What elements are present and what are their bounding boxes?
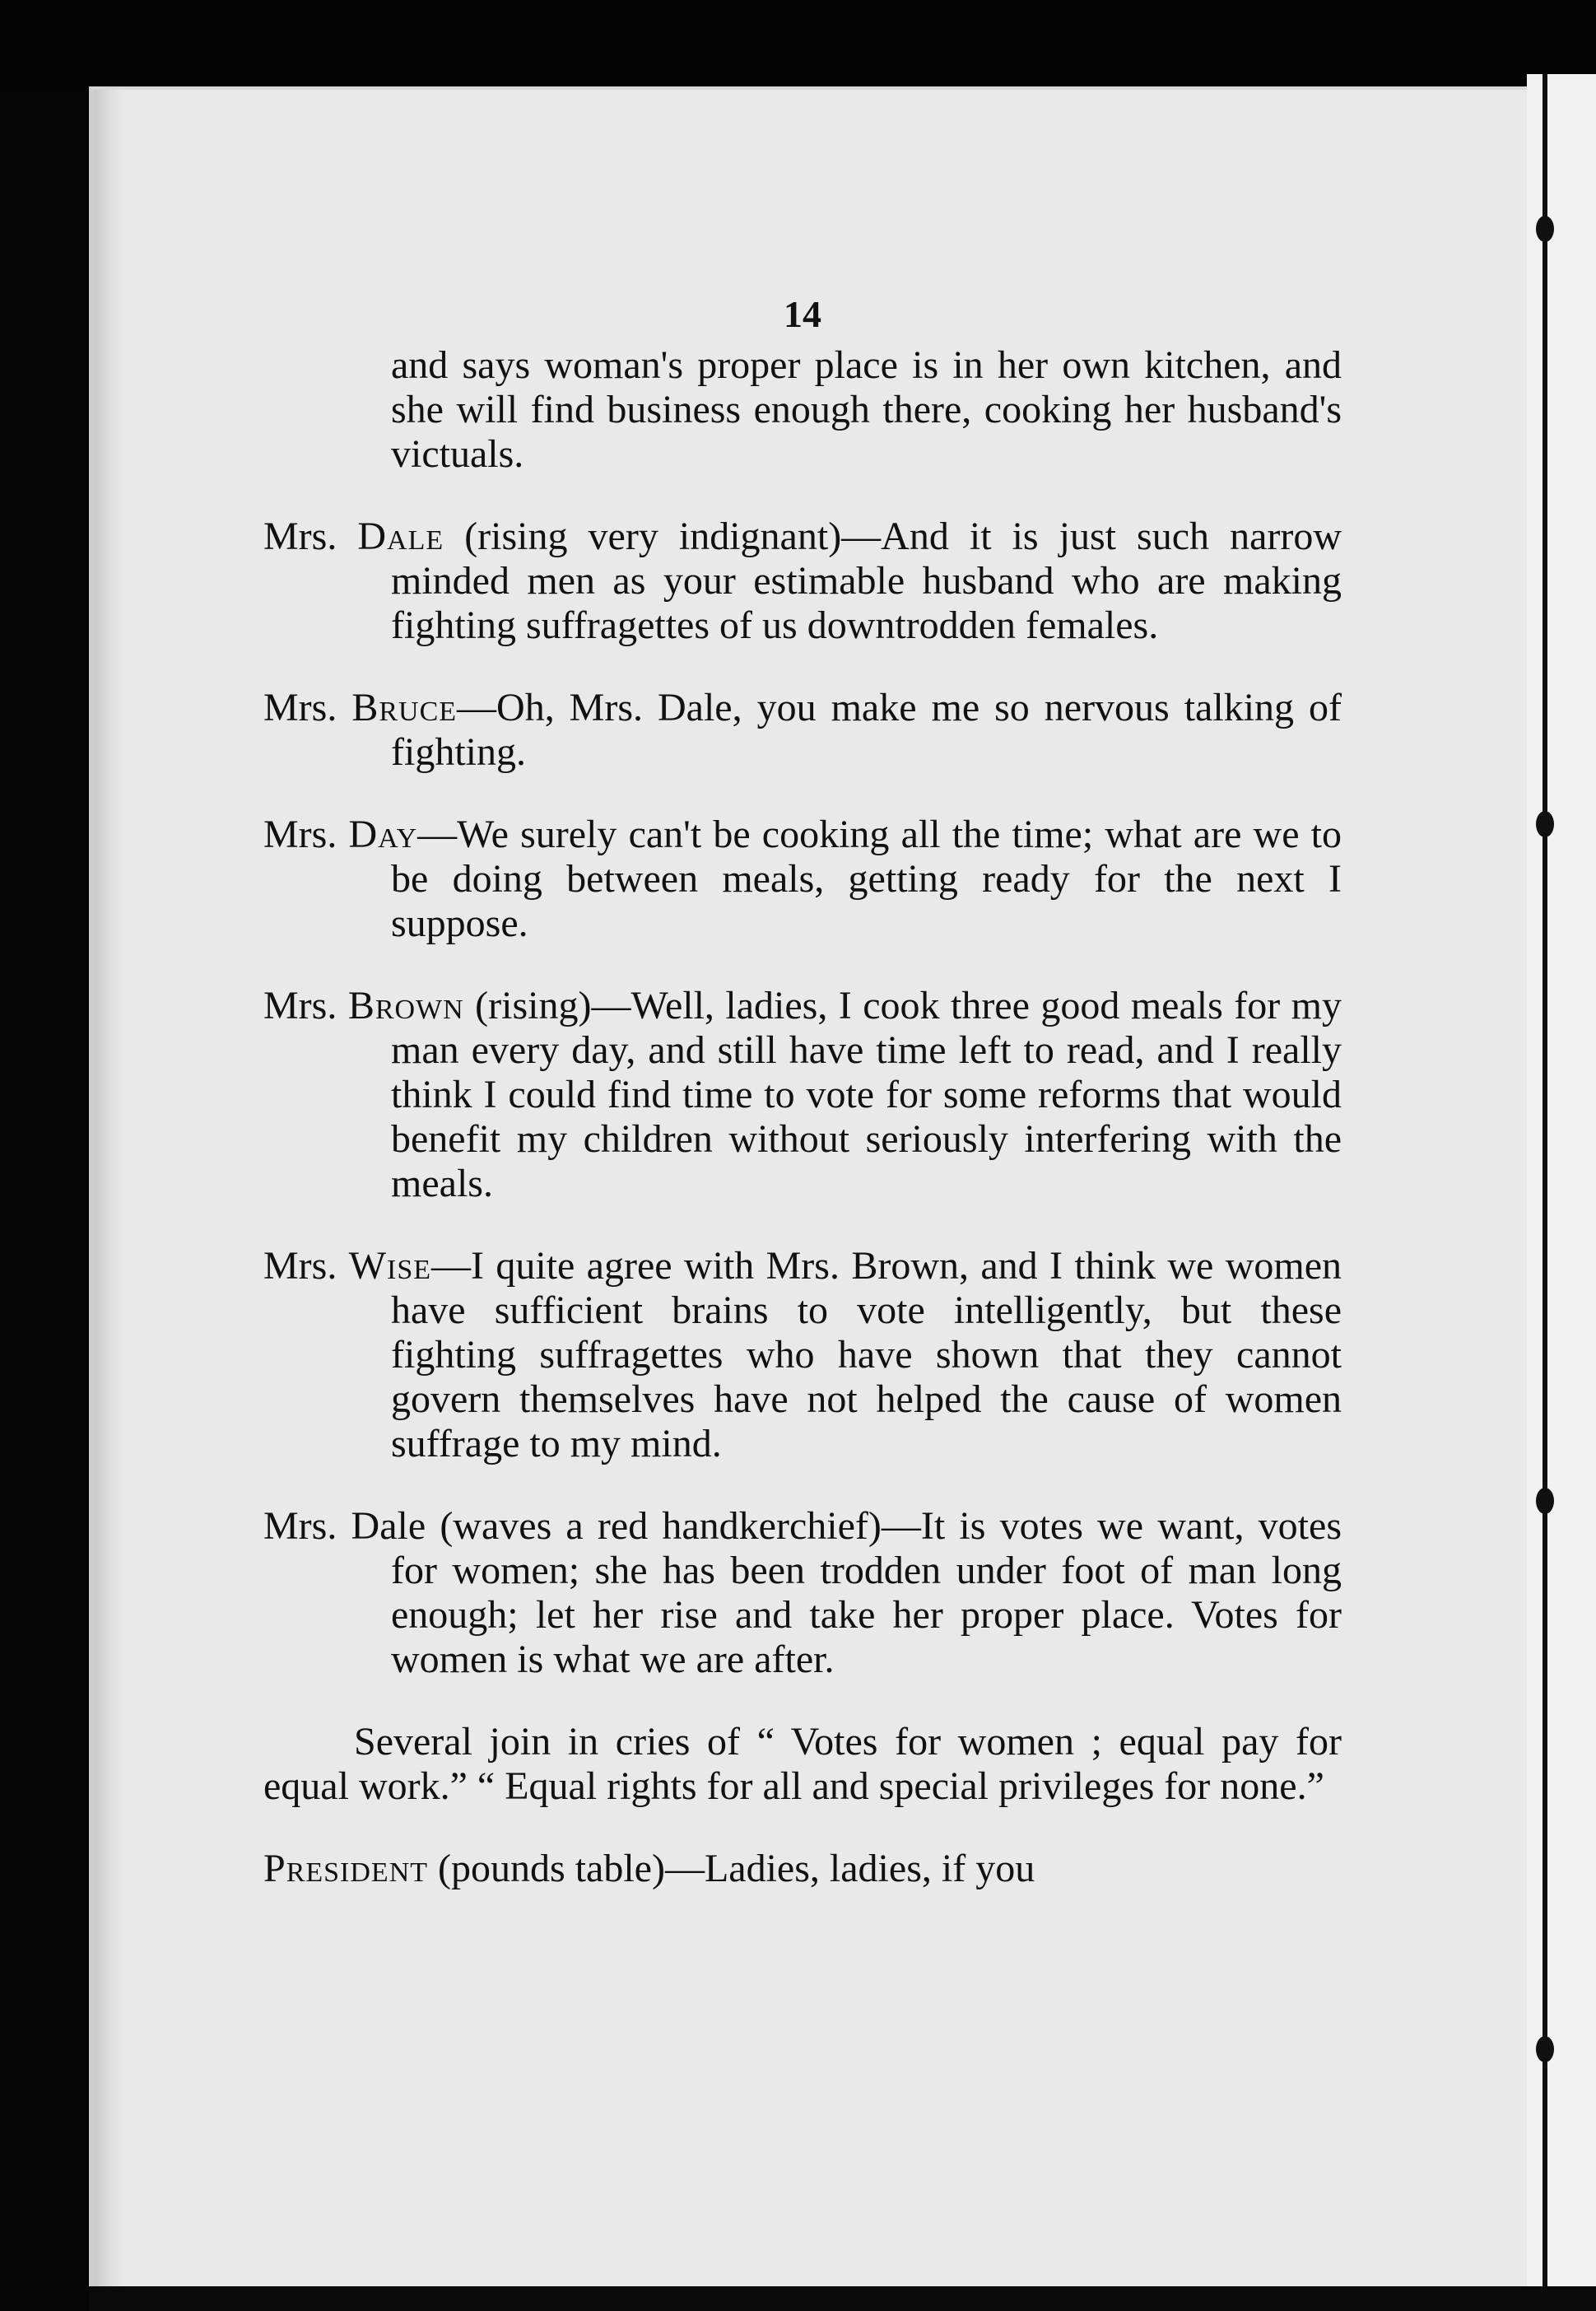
speech-mrs-dale-2 <box>263 1504 1342 1682</box>
speech-text: (waves a red handkerchief)—It is votes we want, votes for women; she has been trodden under foot of man long enough; let her rise and take her proper place. Votes for women is what we are after. <box>391 1504 1342 1681</box>
stage-direction <box>263 1720 1342 1809</box>
speaker-prefix: Mrs. <box>263 686 337 729</box>
binding-knot <box>1536 1488 1554 1514</box>
speech-president <box>263 1847 1342 1891</box>
binding-knot <box>1536 811 1554 837</box>
speech-mrs-day <box>263 813 1342 946</box>
speaker-name: Dale <box>357 515 444 558</box>
speaker-name: Day <box>348 813 418 856</box>
binding-knot <box>1536 216 1554 242</box>
speech-text: (rising)—Well, ladies, I cook three good meals for my man every day, and still have time left to read, and I really think I could find time to vote for some reforms that would benefit my children without seriously interfering with the meals. <box>391 984 1342 1205</box>
speech-text: (pounds table)—Ladies, ladies, if you <box>428 1847 1035 1890</box>
speaker-name: Wise <box>348 1244 432 1288</box>
page-text <box>263 292 1342 1929</box>
speaker-name: Bruce <box>351 686 458 729</box>
speaker-prefix: Mrs. <box>263 1504 337 1548</box>
speech-text: —We surely can't be cooking all the time; what are we to be doing between meals, getting ready for the next I suppose. <box>391 813 1342 945</box>
scan-background-top <box>0 0 1596 91</box>
speech-mrs-dale <box>263 515 1342 648</box>
paragraph-continuation <box>263 343 1342 477</box>
speaker-prefix: Mrs. <box>263 1244 337 1288</box>
speech-text: —Oh, Mrs. Dale, you make me so nervous talking of fighting. <box>391 686 1342 774</box>
speaker-prefix: Mrs. <box>263 813 337 856</box>
speech-mrs-wise <box>263 1244 1342 1466</box>
speaker-prefix: Mrs. <box>263 515 337 558</box>
binding-thread <box>1542 74 1547 2297</box>
paragraph-text: and says woman's proper place is in her own kitchen, and she will find business enough there, cooking her husband's victuals. <box>391 343 1342 476</box>
speaker-name: Dale <box>351 1504 426 1548</box>
paragraph-text: Several join in cries of “ Votes for women ; equal pay for equal work.” “ Equal rights for all and special privileges for none.” <box>263 1720 1342 1808</box>
speech-mrs-bruce <box>263 686 1342 775</box>
page-number: 14 <box>784 293 821 335</box>
page-edge-right <box>1527 74 1596 2311</box>
speech-text: (rising very indignant)—And it is just such narrow minded men as your estimable husband who are making fighting suffragettes of us downtrodden females. <box>391 515 1342 647</box>
binding-knot <box>1536 2036 1554 2062</box>
speech-mrs-brown <box>263 984 1342 1206</box>
speaker-name: President <box>263 1847 429 1890</box>
scan-background-bottom <box>89 2286 1596 2311</box>
speech-text: —I quite agree with Mrs. Brown, and I think we women have sufficient brains to vote intelligently, but these fighting suffragettes who have shown that they cannot govern themselves have not helped the cause of women suffrage to my mind. <box>391 1244 1342 1465</box>
speaker-prefix: Mrs. <box>263 984 337 1027</box>
speaker-name: Brown <box>347 984 464 1027</box>
